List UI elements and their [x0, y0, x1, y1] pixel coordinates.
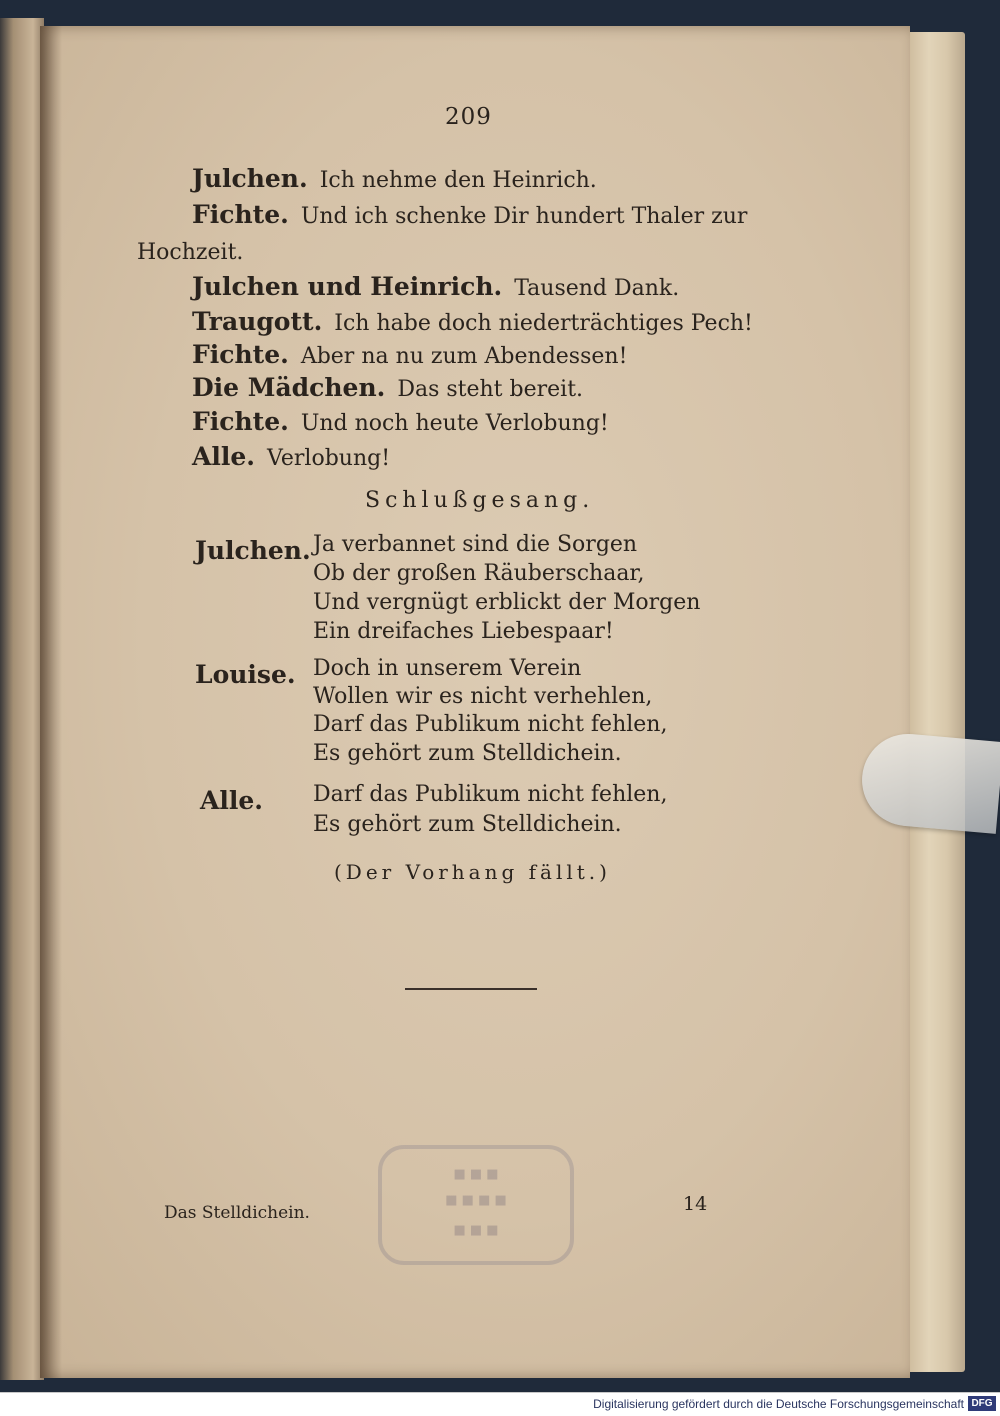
- dialogue-line: [192, 272, 679, 301]
- page-stack-edge: [905, 32, 965, 1372]
- speaker-name: Traugott.: [192, 307, 323, 336]
- song-speaker: Julchen.: [195, 536, 311, 565]
- speaker-name: Julchen.: [192, 164, 308, 193]
- song-speaker: Alle.: [200, 786, 264, 815]
- speaker-name: Fichte.: [192, 200, 289, 229]
- verse-line: Doch in unserem Verein: [313, 656, 582, 681]
- verse-line: Es gehört zum Stelldichein.: [313, 741, 622, 766]
- dialogue-text: Verlobung!: [267, 446, 391, 471]
- verse-line: Ein dreifaches Liebespaar!: [313, 619, 614, 644]
- dialogue-text: Und ich schenke Dir hundert Thaler zur: [300, 204, 748, 229]
- speaker-name: Fichte.: [192, 407, 289, 436]
- gutter-shadow: [40, 26, 62, 1378]
- verse-line: Ja verbannet sind die Sorgen: [313, 532, 638, 557]
- dialogue-text: Aber na nu zum Abendessen!: [300, 344, 628, 369]
- digitization-credit: Digitalisierung gefördert durch die Deutsche Forschungsgemeinschaft: [593, 1397, 964, 1411]
- end-rule: [405, 988, 537, 990]
- dialogue-text: Ich habe doch niederträchtiges Pech!: [334, 311, 753, 336]
- dialogue-line: [192, 442, 390, 471]
- speaker-name: Julchen und Heinrich.: [192, 272, 503, 301]
- dialogue-text: Tausend Dank.: [514, 276, 680, 301]
- dialogue-line: [192, 407, 609, 436]
- dialogue-text: Das steht bereit.: [397, 377, 584, 402]
- verse-line: Und vergnügt erblickt der Morgen: [313, 590, 701, 615]
- song-heading: Schlußgesang.: [365, 488, 595, 513]
- verse-line: Ob der großen Räuberschaar,: [313, 561, 645, 586]
- library-stamp: ■ ■ ■ ■ ■ ■ ■ ■ ■ ■: [378, 1145, 574, 1265]
- song-speaker: Louise.: [195, 660, 296, 689]
- dialogue-text: Hochzeit.: [137, 240, 244, 265]
- dialogue-line: [137, 240, 243, 265]
- page-number: 209: [445, 104, 492, 130]
- stage-direction: (Der Vorhang fällt.): [334, 860, 611, 884]
- speaker-name: Die Mädchen.: [192, 373, 386, 402]
- dialogue-text: Und noch heute Verlobung!: [300, 411, 609, 436]
- dialogue-text: Ich nehme den Heinrich.: [319, 168, 597, 193]
- verse-line: Darf das Publikum nicht fehlen,: [313, 782, 668, 807]
- dfg-logo-icon: DFG: [968, 1396, 996, 1411]
- speaker-name: Fichte.: [192, 340, 289, 369]
- dialogue-line: [192, 340, 627, 369]
- verse-line: Darf das Publikum nicht fehlen,: [313, 712, 668, 737]
- left-page-edge: [0, 18, 44, 1380]
- footer-title: Das Stelldichein.: [164, 1203, 310, 1223]
- signature-number: 14: [683, 1193, 708, 1215]
- verse-line: Wollen wir es nicht verhehlen,: [313, 684, 653, 709]
- dialogue-line: [192, 164, 597, 193]
- digitization-footer: [0, 1392, 1000, 1416]
- dialogue-line: [192, 373, 583, 402]
- dialogue-line: [192, 200, 747, 229]
- dialogue-line: [192, 307, 753, 336]
- speaker-name: Alle.: [192, 442, 256, 471]
- verse-line: Es gehört zum Stelldichein.: [313, 812, 622, 837]
